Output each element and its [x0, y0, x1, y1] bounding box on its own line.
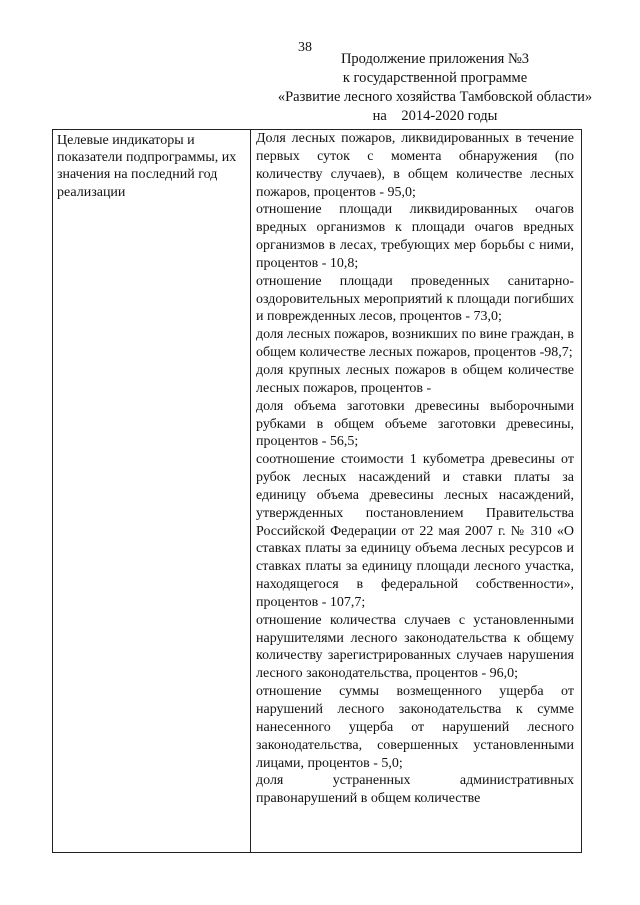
- indicator-item: Доля лесных пожаров, ликвидированных в течение первых суток с момента обнаружения (по количеству случаев), в общем количестве лесных пожаров, процентов - 95,0;: [256, 131, 574, 200]
- header-line-3: «Развитие лесного хозяйства Тамбовской области»: [277, 89, 593, 105]
- indicator-item: соотношение стоимости 1 кубометра древесины от рубок лесных насаждений и ставки платы за единицу объема древесины лесных насаждений, утвержденных постановлением Правительства Российской Федерации от 22 мая 2007 г. № 310 «О ставках платы за единицу объема лесных ресурсов и ставках платы за единицу площади лесного участка, находящегося в федеральной собственности», процентов - 107,7;: [256, 452, 574, 610]
- indicators-label-cell: Целевые индикаторы и показатели подпрограммы, их значения на последний год реализации: [57, 133, 237, 200]
- indicator-item: доля лесных пожаров, возникших по вине граждан, в общем количестве лесных пожаров, процентов -98,7;: [256, 327, 574, 361]
- indicator-item: отношение площади проведенных санитарно-оздоровительных мероприятий к площади погибших и поврежденных лесов, процентов - 73,0;: [256, 273, 574, 325]
- page-number: 38: [298, 40, 312, 55]
- indicator-item: доля объема заготовки древесины выборочными рубками в общем объеме заготовки древесины, процентов - 56,5;: [256, 398, 574, 450]
- indicator-item: доля устраненных административных правонарушений в общем количестве: [256, 773, 574, 807]
- indicator-item: отношение суммы возмещенного ущерба от нарушений лесного законодательства к сумме нанесенного ущерба от нарушений лесного законодательства, совершенных установленными лицами, процентов - 5,0;: [256, 684, 574, 771]
- indicator-item: доля крупных лесных пожаров в общем количестве лесных пожаров, процентов -: [256, 362, 574, 396]
- indicators-table: [52, 129, 582, 853]
- column-divider: [250, 130, 251, 852]
- indicator-item: отношение площади ликвидированных очагов вредных организмов к площади очагов вредных организмов в лесах, требующих мер борьбы с ними, процентов - 10,8;: [256, 202, 574, 271]
- header-line-4: на 2014-2020 годы: [372, 108, 498, 124]
- appendix-header: [255, 50, 615, 126]
- header-line-2: к государственной программе: [342, 70, 528, 86]
- header-line-1: Продолжение приложения №3: [340, 51, 530, 67]
- indicators-values-cell: [256, 130, 574, 808]
- indicator-item: отношение количества случаев с установленными нарушителями лесного законодательства к общему количеству зарегистрированных случаев нарушения лесного законодательства, процентов - 96,0;: [256, 612, 574, 682]
